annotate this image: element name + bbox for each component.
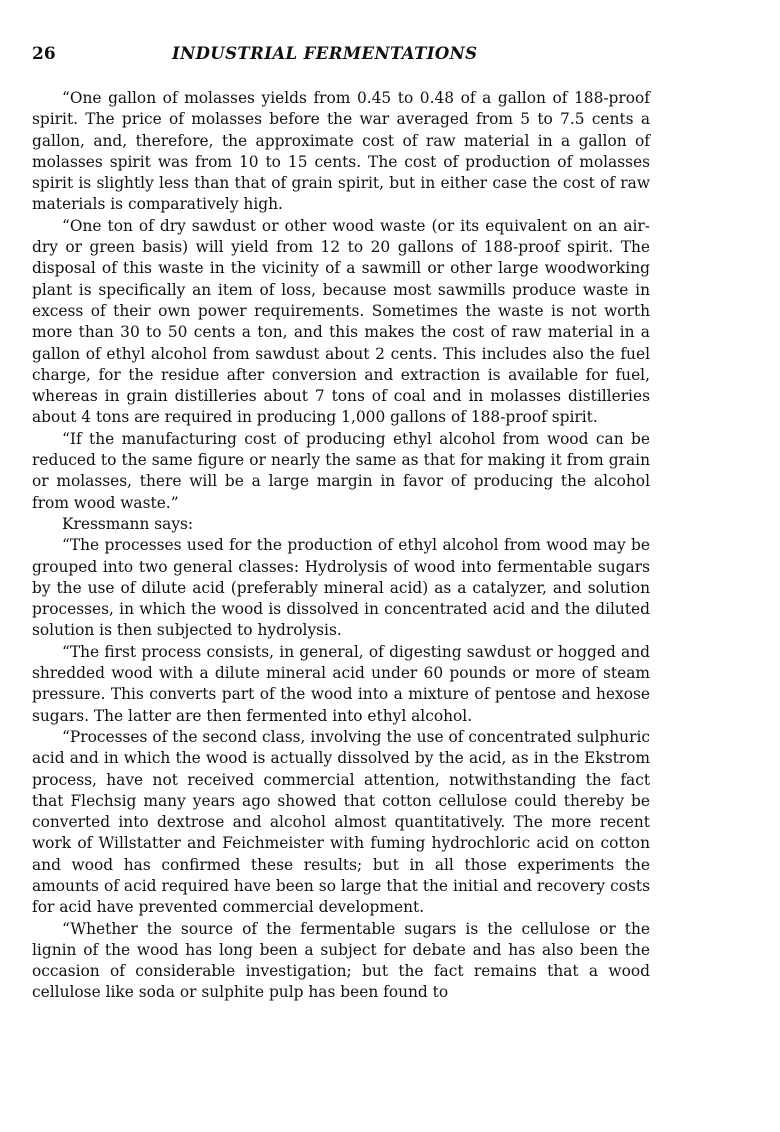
paragraph-sawdust-yield: “One ton of dry sawdust or other wood waste (or its equivalent on an air-dry or green basis) will yield from 12 to 20 gallons of 188-proof spirit. The disposal of this waste in the vicinity of a sawmill or other large woodworking plant is specifically an item of loss, because most sawmills produce waste in excess of their own power requirements. Sometimes the waste is not worth more than 30 to 50 cents a ton, and this makes the cost of raw material in a gallon of ethyl alcohol from sawdust about 2 cents. This includes also the fuel charge, for the residue after conversion and extraction is available for fuel, whereas in grain distilleries about 7 tons of coal and in molasses distilleries about 4 tons are required in producing 1,000 gallons of 188-proof spirit. <box>32 216 650 427</box>
paragraph-fermentable-sugars: “Whether the source of the fermentable sugars is the cellulose or the lignin of the wood has long been a subject for debate and has also been the occasion of considerable investigation; but the fact remains that a wood cellulose like soda or sulphite pulp has been found to <box>32 919 650 1002</box>
paragraph-second-class: “Processes of the second class, involving the use of concentrated sulphuric acid and in which the wood is actually dissolved by the acid, as in the Ekstrom process, have not received commercial attention, notwithstanding the fact that Flechsig many years ago showed that cotton cellulose could thereby be converted into dextrose and alcohol almost quantitatively. The more recent work of Willstatter and Feichmeister with fuming hydrochloric acid on cotton and wood has confirmed these results; but in all those experiments the amounts of acid required have been so large that the initial and recovery costs for acid have prevented commercial development. <box>32 727 650 917</box>
page-number: 26 <box>32 44 56 64</box>
paragraph-molasses-yield: “One gallon of molasses yields from 0.45 to 0.48 of a gallon of 188-proof spirit. The price of molasses before the war averaged from 5 to 7.5 cents a gallon, and, therefore, the approximate cost of raw material in a gallon of molasses spirit was from 10 to 15 cents. The cost of production of molasses spirit is slightly less than that of grain spirit, but in either case the cost of raw materials is comparatively high. <box>32 89 650 214</box>
paragraph-kressmann-says: Kressmann says: <box>62 514 194 533</box>
paragraph-process-classes: “The processes used for the production of ethyl alcohol from wood may be grouped into two general classes: Hydrolysis of wood into fermentable sugars by the use of dilute acid (preferably mineral acid) as a catalyzer, and solution processes, in which the wood is dissolved in concentrated acid and the diluted solution is then subjected to hydrolysis. <box>32 536 650 640</box>
body-text <box>32 88 650 1004</box>
running-title: INDUSTRIAL FERMENTATIONS <box>172 44 478 63</box>
page-header <box>32 44 650 72</box>
book-page <box>32 44 650 1004</box>
paragraph-first-process: “The first process consists, in general, of digesting sawdust or hogged and shredded wood with a dilute mineral acid under 60 pounds or more of steam pressure. This converts part of the wood into a mixture of pentose and hexose sugars. The latter are then fermented into ethyl alcohol. <box>32 642 650 725</box>
paragraph-manufacturing-cost: “If the manufacturing cost of producing ethyl alcohol from wood can be reduced to the same figure or nearly the same as that for making it from grain or molasses, there will be a large margin in favor of producing the alcohol from wood waste.” <box>32 429 650 512</box>
